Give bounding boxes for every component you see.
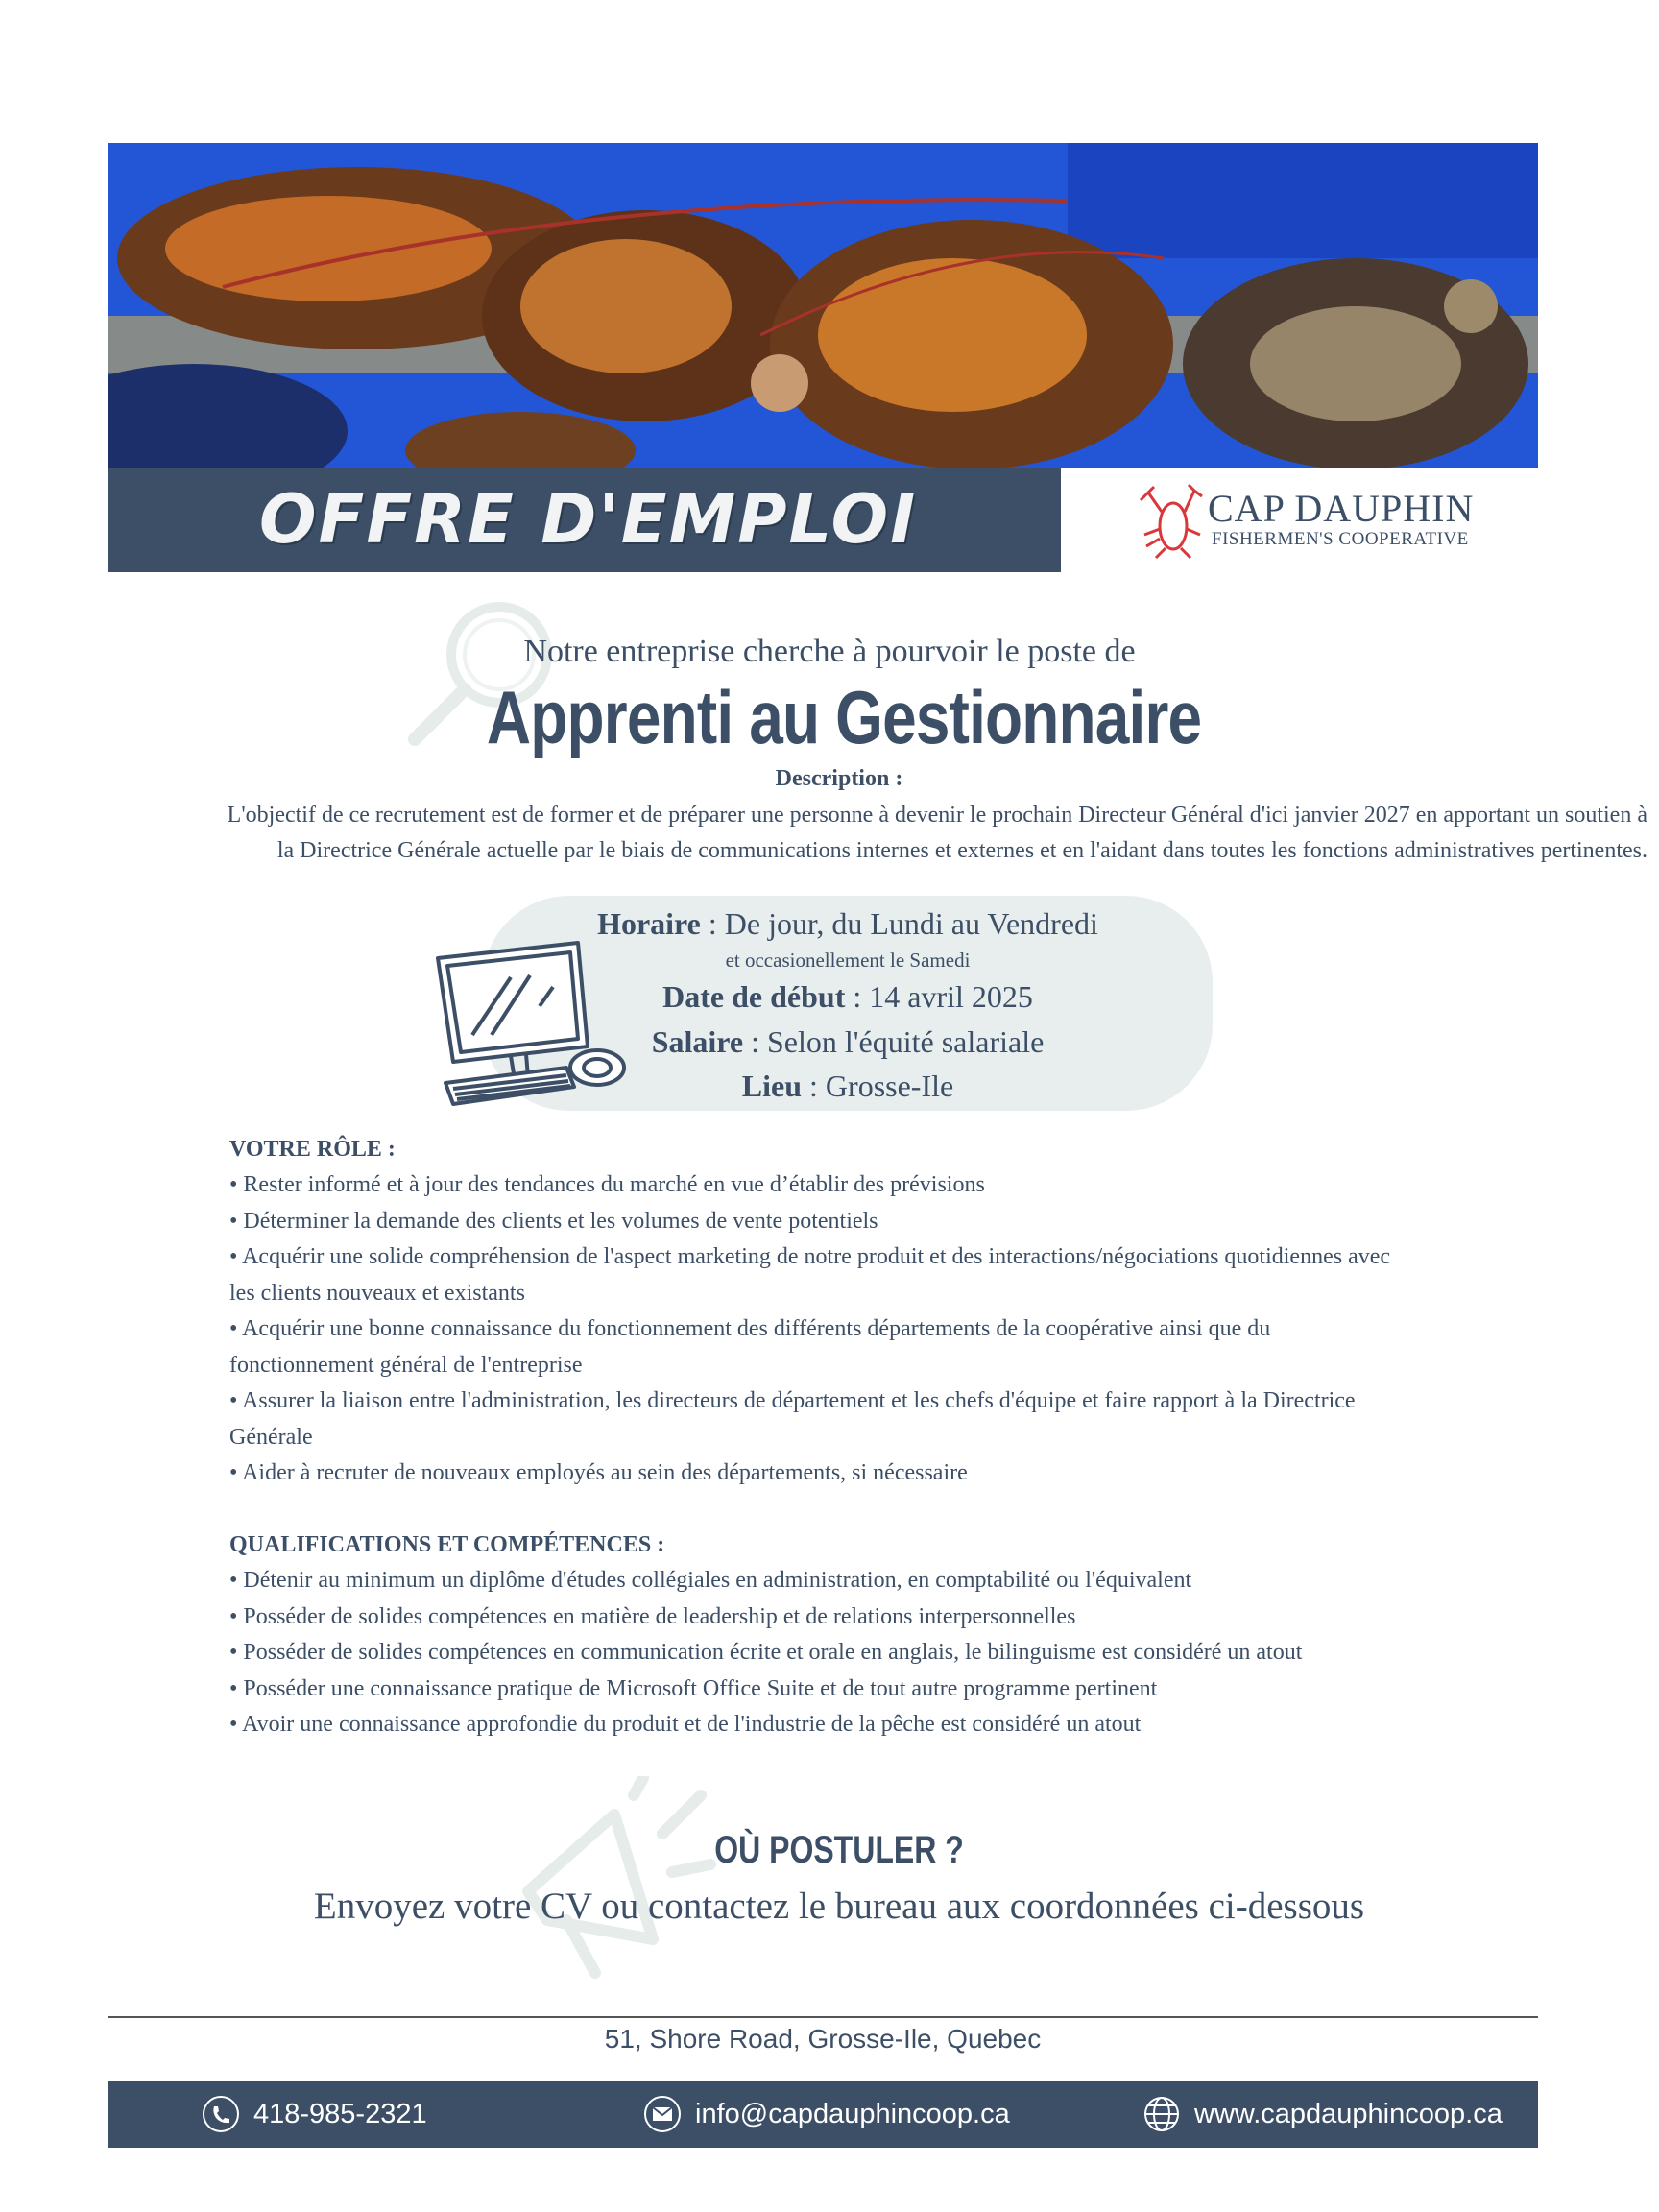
description-label: Description : xyxy=(775,766,903,791)
company-subtitle: FISHERMEN'S COOPERATIVE xyxy=(1212,529,1469,549)
apply-text: Envoyez votre CV ou contactez le bureau aux coordonnées ci-dessous xyxy=(313,1886,1365,1927)
list-item: • Posséder une connaissance pratique de Microsoft Office Suite et de tout autre programme pertinent xyxy=(229,1675,1158,1701)
hours-value: : De jour, du Lundi au Vendredi xyxy=(700,906,1098,941)
lobster-logo-icon xyxy=(1133,483,1210,560)
phone-icon xyxy=(202,2095,240,2133)
mail-icon xyxy=(643,2095,682,2133)
qualifications-list xyxy=(229,1563,1487,1743)
role-list xyxy=(229,1167,1487,1492)
address: 51, Shore Road, Grosse-Ile, Quebec xyxy=(604,2024,1042,2054)
phone-number[interactable]: 418-985-2321 xyxy=(253,2098,427,2129)
phone-contact[interactable] xyxy=(202,2085,427,2143)
qualifications-heading: QUALIFICATIONS ET COMPÉTENCES : xyxy=(229,1532,665,1557)
list-item: • Acquérir une bonne connaissance du fonctionnement des différents départements de la coopérative ainsi que du fonctionnement général de l'entreprise xyxy=(229,1316,1271,1378)
start-label: Date de début xyxy=(662,979,846,1014)
salary-value: : Selon l'équité salariale xyxy=(743,1024,1045,1059)
banner-title: OFFRE D'EMPLOI xyxy=(259,480,918,559)
hero-lobster-photo xyxy=(108,143,1538,468)
divider xyxy=(108,2016,1538,2018)
job-title: Apprenti au Gestionnaire xyxy=(486,675,1202,759)
globe-icon xyxy=(1142,2095,1181,2133)
description-text xyxy=(38,798,1647,869)
email-address[interactable]: info@capdauphincoop.ca xyxy=(695,2098,1010,2129)
hours-label: Horaire xyxy=(597,906,701,941)
list-item: • Posséder de solides compétences en communication écrite et orale en anglais, le bilinguisme est considéré un atout xyxy=(229,1640,1303,1665)
role-heading: VOTRE RÔLE : xyxy=(229,1137,396,1162)
list-item: • Assurer la liaison entre l'administration, les directeurs de département et les chefs d'équipe et faire rapport à la Directrice Générale xyxy=(229,1388,1356,1450)
list-item: • Acquérir une solide compréhension de l'aspect marketing de notre produit et des interactions/négociations quotidiennes avec les clients nouveaux et existants xyxy=(229,1244,1391,1306)
description-line: la Directrice Générale actuelle par le biais de communications internes et externes et en l'aidant dans toutes les fonctions administratives pertinentes. xyxy=(276,838,1647,863)
location-label: Lieu xyxy=(741,1069,803,1103)
website-url[interactable]: www.capdauphincoop.ca xyxy=(1194,2098,1503,2129)
intro-text: Notre entreprise cherche à pourvoir le poste de xyxy=(523,634,1136,669)
list-item: • Rester informé et à jour des tendances du marché en vue d’établir des prévisions xyxy=(229,1172,985,1197)
company-name: CAP DAUPHIN xyxy=(1208,487,1475,530)
info-hours-note: et occasionellement le Samedi xyxy=(725,949,971,972)
list-item: • Aider à recruter de nouveaux employés au sein des départements, si nécessaire xyxy=(229,1460,968,1485)
list-item: • Avoir une connaissance approfondie du produit et de l'industrie de la pêche est considéré un atout xyxy=(229,1712,1142,1737)
list-item: • Posséder de solides compétences en matière de leadership et de relations interpersonnelles xyxy=(229,1603,1076,1629)
computer-icon xyxy=(434,939,636,1126)
info-hours xyxy=(483,906,1213,942)
start-value: : 14 avril 2025 xyxy=(845,979,1033,1014)
list-item: • Déterminer la demande des clients et les volumes de vente potentiels xyxy=(229,1208,878,1234)
description-line: L'objectif de ce recrutement est de former et de préparer une personne à devenir le prochain Directeur Général d'ici janvier 2027 en apportant un soutien à xyxy=(227,803,1647,828)
apply-heading: OÙ POSTULER ? xyxy=(714,1829,964,1871)
salary-label: Salaire xyxy=(651,1024,744,1059)
list-item: • Détenir au minimum un diplôme d'études collégiales en administration, en comptabilité ou l'équivalent xyxy=(229,1568,1192,1593)
location-value: : Grosse-Ile xyxy=(802,1069,954,1103)
email-contact[interactable] xyxy=(643,2085,1010,2143)
megaphone-icon xyxy=(518,1776,720,1987)
website-contact[interactable] xyxy=(1142,2085,1503,2143)
